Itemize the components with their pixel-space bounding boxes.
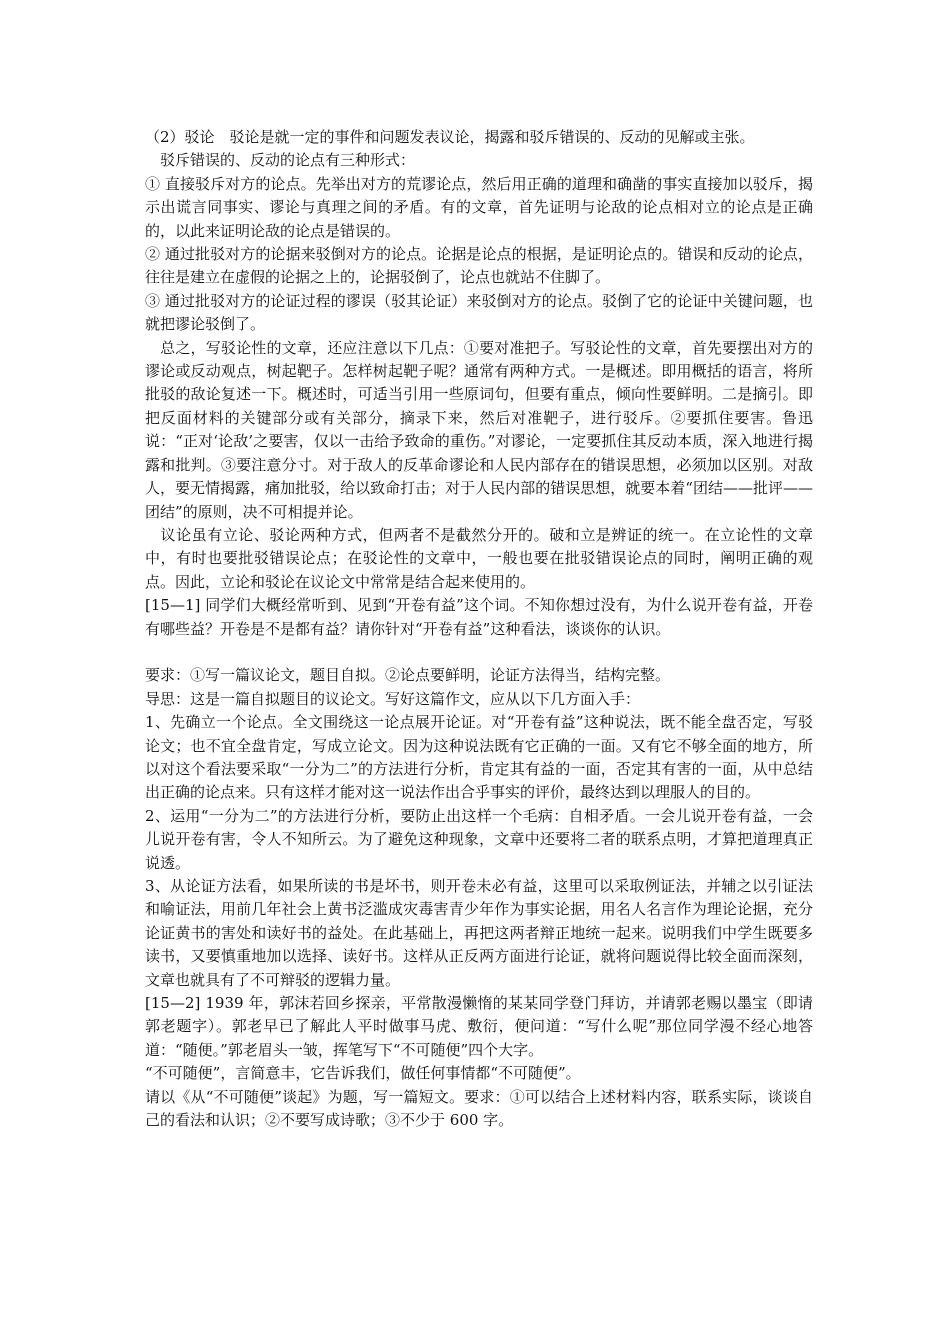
paragraph-form-1: ① 直接驳斥对方的论点。先举出对方的荒谬论点，然后用正确的道理和确凿的事实直接加以驳斥，揭示出谎言同事实、谬论与真理之间的矛盾。有的文章，首先证明与论敌的论点相对立的论点是正确的，以此来证明论敌的论点是错误的。 xyxy=(145,174,813,240)
document-body xyxy=(145,126,813,1132)
blank-line xyxy=(145,641,813,664)
paragraph-guide-2: 2、运用“一分为二”的方法进行分析，要防止出这样一个毛病：自相矛盾。一会儿说开卷有益，一会儿说开卷有害，令人不知所云。为了避免这种现象，文章中还要将二者的联系点明，才算把道理真正说透。 xyxy=(145,806,813,872)
paragraph-form-3: ③ 通过批驳对方的论证过程的谬误（驳其论证）来驳倒对方的论点。驳倒了它的论证中关键问题，也就把谬论驳倒了。 xyxy=(145,291,813,334)
paragraph-writing-task: 请以《从“不可随便”谈起》为题，写一篇短文。要求：①可以结合上述材料内容，联系实际，谈谈自己的看法和认识；②不要写成诗歌；③不少于 600 字。 xyxy=(145,1087,813,1130)
paragraph-combination: 议论虽有立论、驳论两种方式，但两者不是截然分开的。破和立是辨证的统一。在立论性的文章中，有时也要批驳错误论点；在驳论性的文章中，一般也要在批驳错误论点的同时，阐明正确的观点。因此，立论和驳论在议论文中常常是结合起来使用的。 xyxy=(145,525,813,591)
paragraph-exercise-15-2: [15—2] 1939 年，郭沫若回乡探亲，平常散漫懒惰的某某同学登门拜访，并请郭老赐以墨宝（即请郭老题字）。郭老早已了解此人平时做事马虎、敷衍，便问道：“写什么呢”那位同学漫不经心地答道：“随便。”郭老眉头一皱，挥笔写下“不可随便”四个大字。 xyxy=(145,994,813,1059)
paragraph-rebuttal-definition: （2）驳论 驳论是就一定的事件和问题发表议论，揭露和驳斥错误的、反动的见解或主张。 xyxy=(145,128,755,146)
paragraph-three-forms-intro: 驳斥错误的、反动的论点有三种形式： xyxy=(145,151,416,170)
paragraph-guide-1: 1、先确立一个论点。全文围绕这一论点展开论证。对“开卷有益”这种说法，既不能全盘否定，写驳论文；也不宜全盘肯定，写成立论文。因为这种说法既有它正确的一面。又有它不够全面的地方，所以对这个看法要采取“一分为二”的方法进行分析，肯定其有益的一面，否定其有害的一面，从中总结出正确的论点来。只有这样才能对这一说法作出合乎事实的评价，最终达到以理服人的目的。 xyxy=(145,713,813,802)
paragraph-guide-intro: 导思：这是一篇自拟题目的议论文。写好这篇作文，应从以下几方面入手： xyxy=(145,689,641,708)
paragraph-guide-3: 3、从论证方法看，如果所读的书是坏书，则开卷未必有益，这里可以采取例证法，并辅之以引证法和喻证法，用前几年社会上黄书泛滥成灾毒害青少年作为事实论据，用名人名言作为理论论据，充分论证黄书的害处和读好书的益处。在此基础上，再把这两者辩正地统一起来。说明我们中学生既要多读书，又要慎重地加以选择、读好书。这样从正反两方面进行论证，就将问题说得比较全面而深刻，文章也就具有了不可辩驳的逻辑力量。 xyxy=(145,876,813,989)
paragraph-not-casual: “不可随便”，言简意丰，它告诉我们，做任何事情都“不可随便”。 xyxy=(145,1064,581,1083)
paragraph-form-2: ② 通过批驳对方的论据来驳倒对方的论点。论据是论点的根据，是证明论点的。错误和反动的论点，往往是建立在虚假的论据之上的，论据驳倒了，论点也就站不住脚了。 xyxy=(145,245,813,287)
paragraph-requirements: 要求：①写一篇议论文，题目自拟。②论点要鲜明，论证方法得当，结构完整。 xyxy=(145,666,671,685)
paragraph-summary-points: 总之，写驳论性的文章，还应注意以下几点：①要对准把子。写驳论性的文章，首先要摆出对方的谬论或反动观点，树起靶子。怎样树起靶子呢？通常有两种方式。一是概述。即用概括的语言，将所批驳的敌论复述一下。概述时，可适当引用一些原词句，但要有重点，倾向性要鲜明。二是摘引。即把反面材料的关键部分或有关部分，摘录下来，然后对准靶子，进行驳斥。②要抓住要害。鲁迅说：“正对‘论敌’之要害，仅以一击给予致命的重伤。”对谬论，一定要抓住其反动本质，深入地进行揭露和批判。③要注意分寸。对于敌人的反革命谬论和人民内部存在的错误思想，必须加以区别。对敌人，要无情揭露，痛加批驳，给以致命打击；对于人民内部的错误思想，就要本着“团结——批评——团结”的原则，决不可相提并论。 xyxy=(145,338,813,521)
paragraph-exercise-15-1: [15—1] 同学们大概经常听到、见到“开卷有益”这个词。不知你想过没有，为什么说开卷有益，开卷有哪些益？开卷是不是都有益？请你针对“开卷有益”这种看法，谈谈你的认识。 xyxy=(145,596,813,638)
